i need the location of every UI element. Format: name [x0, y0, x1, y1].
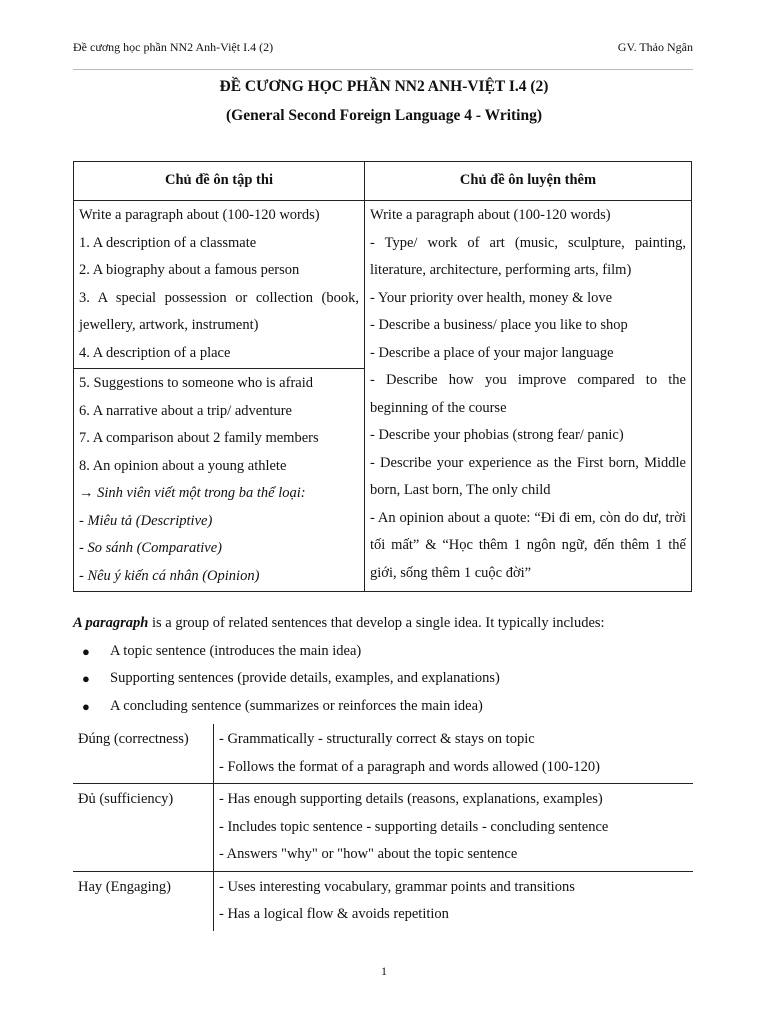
criteria-points — [214, 871, 694, 931]
list-item: - Your priority over health, money & love — [370, 289, 613, 306]
list-item — [82, 693, 698, 721]
list-item: - Describe how you improve compared to the beginning of the course — [370, 372, 686, 416]
bullet-text: Supporting sentences (provide details, examples, and explanations) — [110, 670, 500, 686]
exam-topics-header: Chủ đề ôn tập thi — [74, 162, 365, 201]
paragraph-definition-sentence — [73, 610, 698, 638]
page-header — [73, 40, 693, 55]
header-course-name: Đề cương học phần NN2 Anh-Việt I.4 (2) — [73, 40, 274, 54]
bullet-text: A concluding sentence (summarizes or reinforces the main idea) — [110, 697, 483, 714]
criteria-points — [214, 784, 694, 872]
bullet-icon: ● — [82, 643, 90, 659]
list-item: - Has enough supporting details (reasons, explanations, examples) — [219, 791, 603, 807]
genre-item: - Miêu tả (Descriptive) — [79, 512, 213, 529]
header-divider — [73, 69, 693, 70]
paragraph-term: A paragraph — [73, 615, 149, 631]
list-item: - An opinion about a quote: “Đi đi em, còn do dư, trời tối mất” & “Học thêm 1 ngôn ngữ, đến thêm 1 thế giới, sống thêm 1 cuộc đời” — [370, 509, 686, 581]
criteria-row — [73, 784, 693, 872]
list-item: - Answers "why" or "how" about the topic sentence — [219, 846, 518, 862]
paragraph-definition-text: is a group of related sentences that develop a single idea. It typically includes: — [148, 615, 605, 631]
bullet-icon: ● — [82, 698, 90, 714]
list-item: - Uses interesting vocabulary, grammar points and transitions — [219, 878, 575, 895]
extra-topics-list — [365, 201, 692, 592]
list-item: - Describe your phobias (strong fear/ panic) — [370, 427, 624, 443]
genre-item: - Nêu ý kiến cá nhân (Opinion) — [79, 567, 260, 584]
bullet-icon: ● — [82, 671, 90, 686]
list-item: 5. Suggestions to someone who is afraid — [79, 375, 313, 391]
list-item: 7. A comparison about 2 family members — [79, 430, 319, 446]
list-item — [82, 638, 698, 666]
topics-table-header-row — [74, 162, 692, 201]
list-item: 2. A biography about a famous person — [79, 262, 300, 278]
document-title: ĐỀ CƯƠNG HỌC PHẦN NN2 ANH-VIỆT I.4 (2) — [219, 78, 549, 95]
list-item: 1. A description of a classmate — [79, 234, 257, 251]
exam-topics-block-2 — [74, 369, 365, 592]
criteria-row — [73, 871, 693, 931]
list-item: - Describe a place of your major language — [370, 344, 614, 361]
document-subtitle: (General Second Foreign Language 4 - Writing) — [225, 107, 543, 124]
list-item: 8. An opinion about a young athlete — [79, 457, 287, 474]
list-item: - Describe your experience as the First born, Middle born, Last born, The only child — [370, 454, 686, 498]
genre-item: - So sánh (Comparative) — [79, 540, 222, 556]
list-item: Write a paragraph about (100-120 words) — [370, 207, 611, 223]
list-item: Write a paragraph about (100-120 words) — [79, 207, 320, 223]
list-item: - Has a logical flow & avoids repetition — [219, 906, 449, 922]
criteria-points — [214, 724, 694, 784]
criteria-table — [73, 724, 693, 931]
topics-table — [73, 161, 692, 592]
list-item: 6. A narrative about a trip/ adventure — [79, 402, 292, 419]
list-item: - Follows the format of a paragraph and words allowed (100-120) — [219, 758, 600, 775]
list-item: - Describe a business/ place you like to shop — [370, 317, 628, 333]
criteria-label: Hay (Engaging) — [73, 871, 214, 931]
list-item: 3. A special possession or collection (book, jewellery, artwork, instrument) — [79, 289, 359, 333]
topics-table-row — [74, 201, 692, 369]
list-item: - Includes topic sentence - supporting details - concluding sentence — [219, 818, 609, 835]
criteria-row — [73, 724, 693, 784]
list-item: - Type/ work of art (music, sculpture, painting, literature, architecture, performing arts, film) — [370, 234, 686, 278]
extra-topics-header: Chủ đề ôn luyện thêm — [365, 162, 692, 201]
list-item: 4. A description of a place — [79, 344, 231, 361]
exam-topics-block-1 — [74, 201, 365, 369]
criteria-label: Đủ (sufficiency) — [73, 784, 214, 872]
list-item — [82, 665, 698, 693]
paragraph-parts-list — [73, 638, 698, 721]
paragraph-definition — [73, 610, 698, 720]
header-teacher-name: GV. Thảo Ngân — [617, 40, 693, 54]
list-item: - Grammatically - structurally correct & stays on topic — [219, 731, 535, 747]
bullet-text: A topic sentence (introduces the main idea) — [110, 642, 362, 659]
criteria-label: Đúng (correctness) — [73, 724, 214, 784]
page-number: 1 — [381, 964, 387, 978]
genre-note: → Sinh viên viết một trong ba thể loại: — [79, 485, 306, 501]
